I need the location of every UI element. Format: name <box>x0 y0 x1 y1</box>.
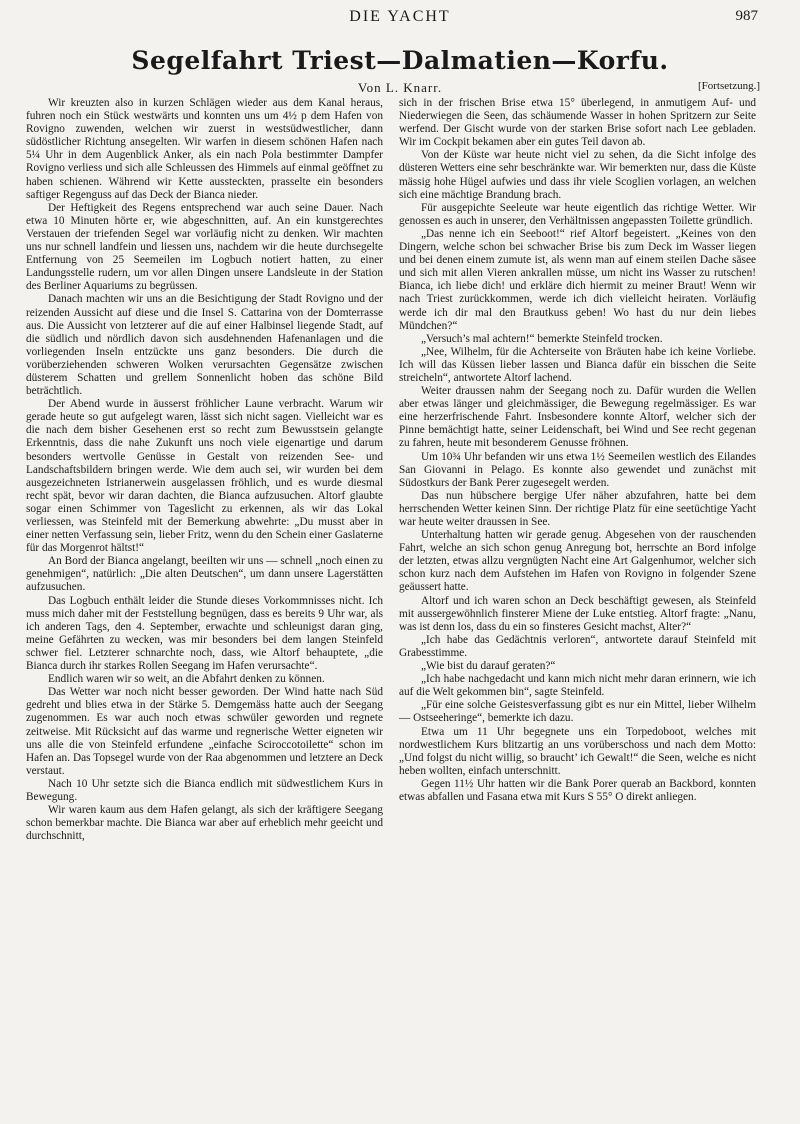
paragraph: Endlich waren wir so weit, an die Abfahrt denken zu können. <box>48 673 325 686</box>
article-title: Segelfahrt Triest—Dalmatien—Korfu. <box>131 46 669 75</box>
paragraph: Der Heftigkeit des Regens entsprechend war auch seine Dauer. Nach etwa 10 Minuten hörte er, wie abgeschnitten, auf. An ein kunstgerechtes Verstauen der triefenden Segel war vorläufig nicht zu denken. Wir machten uns nur schnell landfein und liessen uns, nachdem wir die heute durchsegelte Entfernung von 25 Seemeilen im Logbuch notiert hatten, zu einer Landungsstelle rudern, um vor allen Dingen unsere Landsleute in der Station des Berliner Aquariums zu begrüssen. <box>26 201 383 293</box>
running-head <box>0 8 800 26</box>
paragraph: Altorf und ich waren schon an Deck beschäftigt gewesen, als Steinfeld mit aussergewöhnlich finsterer Miene der Luke entstieg. Altorf fragte: „Nanu, was ist denn los, dass du ein so finsteres Gesicht machst, Alter?“ <box>399 594 756 633</box>
paragraph: „Das nenne ich ein Seeboot!“ rief Altorf begeistert. „Keines von den Dingern, welche schon bei schwacher Brise bis zum Deck im Wasser liegen und bei denen einem zumute ist, als wenn man auf einem steilen Dache säsee und sich mit allen Vieren ankrallen müsse, um nicht ins Wasser zu rutschen! Bianca, ich liebe dich! und erkläre dich hiermit zu meiner Braut! Wenn wir nach Triest zurückkommen, werde ich dich vielleicht heiraten. Vorläufig werde ich dir mal den Brautkuss geben! Wo hast du nur dein liebes Mündchen?“ <box>399 227 756 332</box>
paragraph: „Ich habe nachgedacht und kann mich nicht mehr daran erinnern, wie ich auf die Welt gekommen bin“, sagte Steinfeld. <box>399 673 756 699</box>
page-number: 987 <box>735 8 758 24</box>
paragraph: Weiter draussen nahm der Seegang noch zu. Dafür wurden die Wellen aber etwas länger und gleichmässiger, die Bewegung regelmässiger. Es war eine herzerfrischende Fahrt. Insbesondere konnte Altorf, welcher sich der Pinne bemächtigt hatte, seiner Leidenschaft, bei Wind und See recht gegenan zu fahren, heute mit besonderem Genusse fröhnen. <box>399 385 756 450</box>
paragraph: Von der Küste war heute nicht viel zu sehen, da die Sicht infolge des düsteren Wetters eine sehr beschränkte war. Wir bemerkten nur, dass die Küste mässig hohe Hügel aufwies und dass ihr viele Scoglien vorlagen, an welchen sich eine mächtige Brandung brach. <box>399 149 756 201</box>
paragraph: „Nee, Wilhelm, für die Achterseite von Bräuten habe ich keine Vorliebe. Ich will das Küssen lieber lassen und Bianca dafür ein bisschen die Seite streicheln“, antwortete Altorf lachend. <box>399 345 756 384</box>
paragraph: Der Abend wurde in äusserst fröhlicher Laune verbracht. Warum wir gerade heute so gut aufgelegt waren, lässt sich nicht sagen. Vielleicht war es die nach dem bisher Gesehenen erst so recht zum Bewusstsein gelangte Erkenntnis, dass die nahe Zukunft uns noch viele eigenartige und darum besonders wertvolle Genüsse in Gestalt von reizenden See- und Landschaftsbildern bringen werde. Wie dem auch sei, wir wurden bei dem ausgezeichneten Istrianerwein ausgelassen fröhlich, und es wurde diesmal recht spät, bevor wir daran dachten, die Bianca aufzusuchen. Altorf glaubte sogar einen Schimmer von Tageslicht zu erkennen, als wir das Lokal verliessen, was Steinfeld mit der Bemerkung abwehrte: „Du musst aber in einer netten Verfassung sein, lieber Fritz, wenn du den Schein einer Gaslaterne für das Morgenrot hältst!“ <box>26 398 383 555</box>
paragraph: „Ich habe das Gedächtnis verloren“, antwortete darauf Steinfeld mit Grabesstimme. <box>399 633 756 659</box>
paragraph: Wir kreuzten also in kurzen Schlägen wieder aus dem Kanal heraus, fuhren noch ein Stück westwärts und konnten uns um 4½ p dem Hafen von Rovigno zuwenden, welchen wir zuerst in westsüdwestlicher, dann südöstlicher Richtung ansegelten. Wir warfen in diesem schönen Hafen nach 5¼ Uhr in dem Augenblick Anker, als ein nach Pola bestimmter Dampfer Rovigno verliess und sich alle Schleussen des Himmels auf einmal geöffnet zu haben schienen. Während wir Kette aussteckten, prasselte ein besonders saftiger Regenguss auf das Deck der Bianca nieder. <box>26 97 383 201</box>
article-author: Von L. Knarr. <box>357 80 443 95</box>
journal-title: DIE YACHT <box>349 8 451 25</box>
paragraph: Etwa um 11 Uhr begegnete uns ein Torpedoboot, welches mit nordwestlichem Kurs blitzartig an uns vorüberschoss und nach dem Motto: „Und folgst du nicht willig, so braucht’ ich Gewalt!“ die Seen, welche es nicht heben wollten, einfach unterschnitt. <box>399 725 756 777</box>
paragraph: Danach machten wir uns an die Besichtigung der Stadt Rovigno und der reizenden Aussicht auf diese und die Insel S. Cattarina von der Domterrasse aus. Die Aussicht von letzterer auf die auf einer Halbinsel liegende Stadt, auf die südlich und nördlich davon sich ausdehnenden Hafenanlagen und die vorliegenden Inseln entzückte uns ganz besonders. Die durch die vorüberziehenden schweren Wolken verursachten Gegensätze zwischen düsterem Schatten und grellem Sonnenlicht hoben das schöne Bild beträchtlich. <box>26 293 383 398</box>
paragraph: Das Logbuch enthält leider die Stunde dieses Vorkommnisses nicht. Ich muss mich daher mit der Feststellung begnügen, dass es bereits 9 Uhr war, als ich anderen Tags, den 4. September, erwachte und schleunigst daran ging, meine Gefährten zu wecken, was mir besonders bei dem langen Steinfeld schwer fiel. Letzterer schnarchte noch, dass, wie Altorf behauptete, „die Bianca durch ihr starkes Rollen Seegang im Hafen verursachte“. <box>26 594 383 673</box>
paragraph: Nach 10 Uhr setzte sich die Bianca endlich mit südwestlichem Kurs in Bewegung. <box>26 777 383 803</box>
continuation-note: [Fortsetzung.] <box>697 80 760 92</box>
paragraph: Um 10¾ Uhr befanden wir uns etwa 1½ Seemeilen westlich des Eilandes San Giovanni in Pelago. Es konnte also gewendet und zunächst mit Südostkurs der Bank Perer zugesegelt werden. <box>399 450 756 489</box>
paragraph: Für ausgepichte Seeleute war heute eigentlich das richtige Wetter. Wir genossen es auch in unserer, den Verhältnissen angepassten Toilette gründlich. <box>399 201 756 227</box>
paragraph: sich in der frischen Brise etwa 15° überlegend, in anmutigem Auf- und Niederwiegen die Seen, das schäumende Wasser in hohen Spritzern zur Seite werfend. Der Gischt wurde von der starken Brise sofort nach Lee gebladen. Wir im Cockpit bekamen aber ein gutes Teil davon ab. <box>399 97 756 149</box>
right-column <box>399 97 756 804</box>
paragraph: Gegen 11½ Uhr hatten wir die Bank Porer querab an Backbord, konnten etwas abfallen und Fasana etwa mit Kurs S 55° O direkt anliegen. <box>399 777 756 803</box>
paragraph: Das Wetter war noch nicht besser geworden. Der Wind hatte nach Süd gedreht und blies etwa in der Stärke 5. Demgemäss hatte auch der Seegang zugenommen. Es war auch noch etwas schwüler geworden und regnete zeitweise. Mit Rücksicht auf das warme und regnerische Wetter eigneten wir uns alle die von Steinfeld erfundene „einfache Sciroccotoilette“ schon im Hafen an. Das Topsegel wurde von der Raa abgenommen und letztere an Deck verstaut. <box>26 686 383 777</box>
paragraph: An Bord der Bianca angelangt, beeilten wir uns — schnell „noch einen zu genehmigen“, natürlich: „Die alten Deutschen“, um dann unsere Lagerstätten aufzusuchen. <box>26 555 383 594</box>
paragraph: „Wie bist du darauf geraten?“ <box>421 660 556 673</box>
paragraph: „Für eine solche Geistesverfassung gibt es nur ein Mittel, lieber Wilhelm — Ostseeheringe“, bemerkte ich dazu. <box>399 699 756 725</box>
paragraph: Wir waren kaum aus dem Hafen gelangt, als sich der kräftigere Seegang schon bemerkbar machte. Die Bianca war aber auf erheblich mehr geeicht und durchschnitt, <box>26 804 383 843</box>
paragraph: „Versuch’s mal achtern!“ bemerkte Steinfeld trocken. <box>421 332 663 345</box>
left-column <box>26 97 383 843</box>
paragraph: Unterhaltung hatten wir gerade genug. Abgesehen von der rauschenden Fahrt, welche an sich schon genug Anregung bot, herrschte an Bord infolge der letzten, etwas allzu vergnügten Nacht eine Art Galgenhumor, welcher sich schon kurz nach dem Aufstehen im Hafen von Rovigno in folgender Szene geäussert hatte. <box>399 529 756 594</box>
paragraph: Das nun hübschere bergige Ufer näher abzufahren, hatte bei dem herrschenden Wetter keinen Sinn. Der richtige Platz für eine seetüchtige Yacht war heute weiter draussen in See. <box>399 489 756 528</box>
